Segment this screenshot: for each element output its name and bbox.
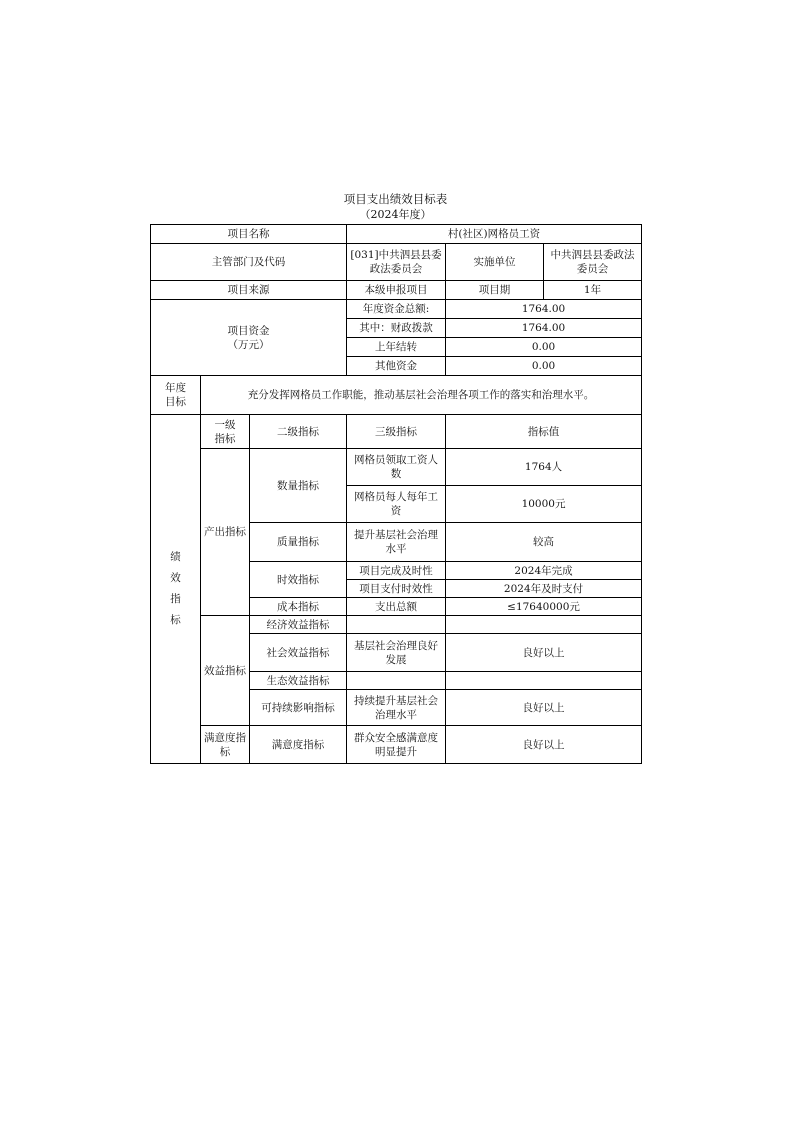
- ecological-indicator-label: 生态效益指标: [250, 672, 347, 690]
- indicator-value: 良好以上: [446, 690, 642, 726]
- performance-goal-table: [150, 224, 642, 764]
- header-level1: 一级 指标: [201, 415, 250, 449]
- funds-item-value: 1764.00: [446, 319, 642, 338]
- header-level2: 二级指标: [250, 415, 347, 449]
- indicator-name-empty: [347, 616, 446, 634]
- quality-indicator-label: 质量指标: [250, 523, 347, 562]
- indicator-value: 良好以上: [446, 726, 642, 764]
- row-annual-goal: [151, 376, 642, 415]
- annual-goal-text: 充分发挥网格员工作职能，推动基层社会治理各项工作的落实和治理水平。: [201, 376, 642, 415]
- funds-item-label: 其中：财政拨款: [347, 319, 446, 338]
- performance-indicators-text: 绩效指标: [170, 551, 181, 626]
- indicator-value-empty: [446, 616, 642, 634]
- quantity-indicator-label: 数量指标: [250, 449, 347, 523]
- performance-indicators-label: [151, 415, 201, 764]
- indicator-value: 较高: [446, 523, 642, 562]
- indicator-name: 群众安全感满意度明显提升: [347, 726, 446, 764]
- project-source-label: 项目来源: [151, 281, 347, 300]
- project-period-value: 1年: [544, 281, 642, 300]
- department-value: [031]中共泗县县委政法委员会: [347, 244, 446, 281]
- indicator-name: 支出总额: [347, 598, 446, 616]
- row-project-name: [151, 225, 642, 244]
- indicator-value: 良好以上: [446, 634, 642, 672]
- annual-goal-label: 年度 目标: [151, 376, 201, 415]
- funds-item-value: 1764.00: [446, 300, 642, 319]
- project-period-label: 项目期: [446, 281, 544, 300]
- indicator-name: 网格员领取工资人数: [347, 449, 446, 486]
- social-indicator-label: 社会效益指标: [250, 634, 347, 672]
- indicator-name: 网格员每人每年工资: [347, 486, 446, 523]
- timeliness-indicator-label: 时效指标: [250, 562, 347, 598]
- indicator-name-empty: [347, 672, 446, 690]
- funds-item-value: 0.00: [446, 338, 642, 357]
- indicator-name: 持续提升基层社会治理水平: [347, 690, 446, 726]
- indicator-name: 项目支付时效性: [347, 580, 446, 598]
- row-department: [151, 244, 642, 281]
- indicator-value: ≤17640000元: [446, 598, 642, 616]
- output-indicator-label: 产出指标: [201, 449, 250, 616]
- row-indicator-header: [151, 415, 642, 449]
- funds-item-label: 年度资金总额:: [347, 300, 446, 319]
- indicator-value: 10000元: [446, 486, 642, 523]
- project-name-label: 项目名称: [151, 225, 347, 244]
- funds-item-label: 上年结转: [347, 338, 446, 357]
- project-source-value: 本级申报项目: [347, 281, 446, 300]
- row-funds-total: [151, 300, 642, 319]
- indicator-value: 2024年及时支付: [446, 580, 642, 598]
- economic-indicator-label: 经济效益指标: [250, 616, 347, 634]
- indicator-value-empty: [446, 672, 642, 690]
- table-title: 项目支出绩效目标表: [343, 192, 448, 206]
- table-year: （2024年度）: [359, 208, 432, 221]
- satisfaction-indicator-label: 满意度指标: [201, 726, 250, 764]
- row-quantity-1: [151, 449, 642, 486]
- header-level3: 三级指标: [347, 415, 446, 449]
- satisfaction-sub-label: 满意度指标: [250, 726, 347, 764]
- indicator-value: 2024年完成: [446, 562, 642, 580]
- implementing-unit-label: 实施单位: [446, 244, 544, 281]
- indicator-name: 基层社会治理良好发展: [347, 634, 446, 672]
- sustainable-indicator-label: 可持续影响指标: [250, 690, 347, 726]
- indicator-name: 项目完成及时性: [347, 562, 446, 580]
- project-name-value: 村(社区)网格员工资: [347, 225, 642, 244]
- header-value: 指标值: [446, 415, 642, 449]
- department-label: 主管部门及代码: [151, 244, 347, 281]
- funds-item-label: 其他资金: [347, 357, 446, 376]
- implementing-unit-value: 中共泗县县委政法委员会: [544, 244, 642, 281]
- cost-indicator-label: 成本指标: [250, 598, 347, 616]
- row-economic: [151, 616, 642, 634]
- row-source: [151, 281, 642, 300]
- funds-item-value: 0.00: [446, 357, 642, 376]
- indicator-value: 1764人: [446, 449, 642, 486]
- benefit-indicator-label: 效益指标: [201, 616, 250, 726]
- funds-label: 项目资金 （万元）: [151, 300, 347, 376]
- row-satisfaction: [151, 726, 642, 764]
- indicator-name: 提升基层社会治理水平: [347, 523, 446, 562]
